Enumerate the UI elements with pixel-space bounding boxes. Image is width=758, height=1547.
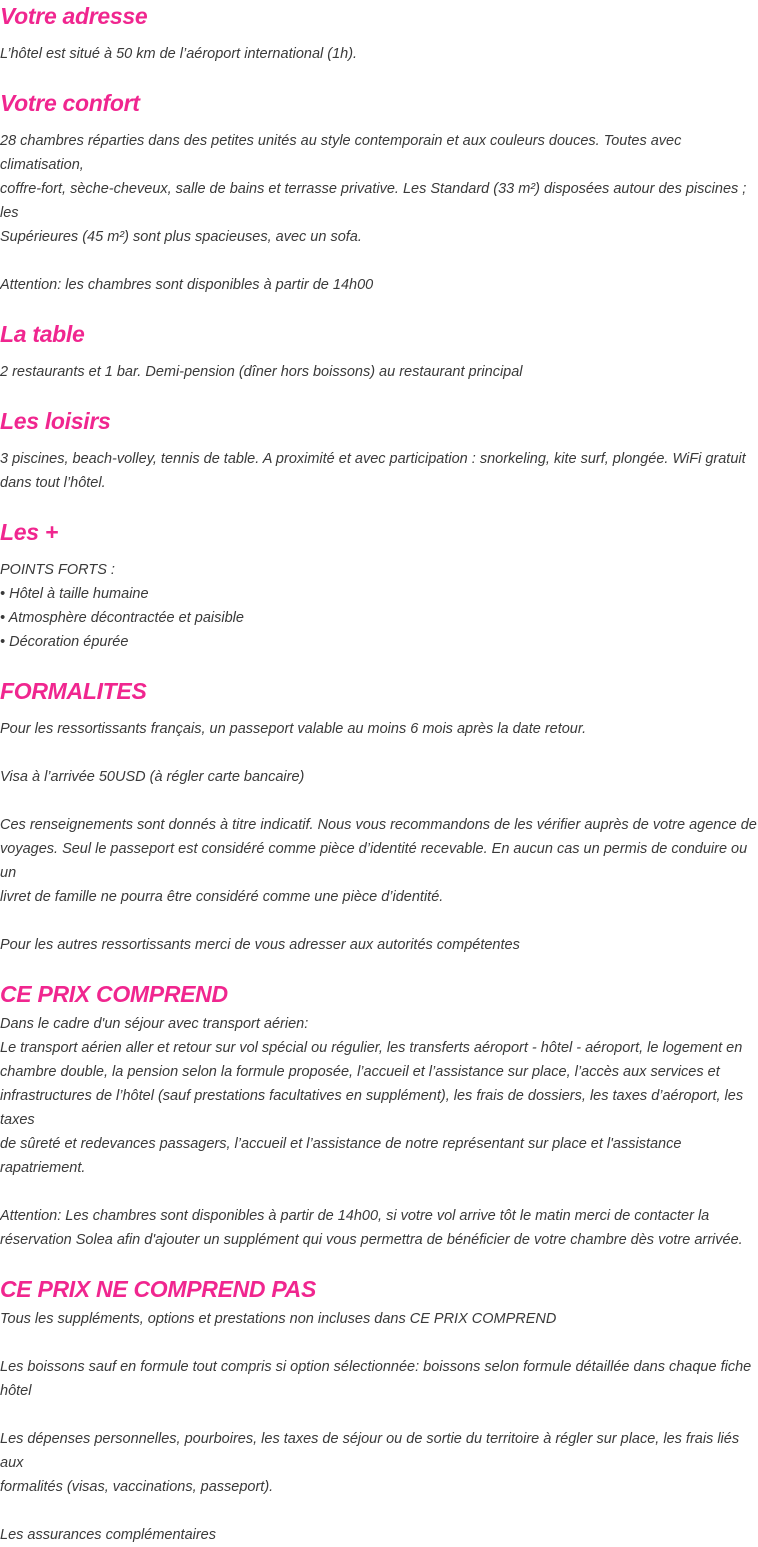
info-section — [0, 1273, 758, 1547]
text-line: 28 chambres réparties dans des petites unités au style contemporain et aux couleurs douces. Toutes avec climatisation, — [0, 133, 682, 173]
paragraph-spacer — [0, 249, 758, 273]
section-paragraph — [0, 42, 758, 66]
info-section — [0, 978, 758, 1252]
section-title: Les + — [0, 519, 58, 545]
text-line: Ces renseignements sont donnés à titre indicatif. Nous vous recommandons de les vérifier auprès de votre agence de — [0, 817, 757, 833]
section-paragraph — [0, 447, 758, 495]
paragraph-spacer — [0, 909, 758, 933]
text-line: réservation Solea afin d'ajouter un supplément qui vous permettra de bénéficier de votre chambre dès votre arrivée. — [0, 1232, 743, 1248]
text-line: POINTS FORTS : — [0, 562, 115, 578]
text-line: • Hôtel à taille humaine — [0, 586, 149, 602]
text-line: Pour les autres ressortissants merci de vous adresser aux autorités compétentes — [0, 937, 520, 953]
text-line: Les boissons sauf en formule tout compris si option sélectionnée: boissons selon formule détaillée dans chaque fiche — [0, 1359, 752, 1375]
paragraph-spacer — [0, 1403, 758, 1427]
text-line: Les assurances complémentaires — [0, 1527, 216, 1543]
text-line: coffre-fort, sèche-cheveux, salle de bains et terrasse privative. Les Standard (33 m²) disposées autour des piscines ; les — [0, 181, 747, 221]
text-line: • Décoration épurée — [0, 634, 129, 650]
section-title: Votre adresse — [0, 3, 148, 29]
paragraph-spacer — [0, 1180, 758, 1204]
section-paragraph — [0, 933, 758, 957]
section-paragraph — [0, 558, 758, 654]
section-spacer — [0, 654, 758, 675]
section-paragraph — [0, 765, 758, 789]
section-spacer — [0, 1252, 758, 1273]
text-line: hôtel — [0, 1383, 32, 1399]
section-paragraph — [0, 717, 758, 741]
title-spacer — [0, 548, 758, 558]
title-spacer — [0, 437, 758, 447]
section-paragraph — [0, 1307, 758, 1331]
section-title: CE PRIX NE COMPREND PAS — [0, 1276, 316, 1302]
info-section — [0, 318, 758, 384]
text-line: Supérieures (45 m²) sont plus spacieuses, avec un sofa. — [0, 229, 362, 245]
text-line: Attention: Les chambres sont disponibles à partir de 14h00, si votre vol arrive tôt le matin merci de contacter la — [0, 1208, 710, 1224]
paragraph-spacer — [0, 1331, 758, 1355]
info-section — [0, 87, 758, 297]
section-paragraph — [0, 1012, 758, 1180]
section-spacer — [0, 66, 758, 87]
section-paragraph — [0, 1204, 758, 1252]
text-line: formalités (visas, vaccinations, passeport). — [0, 1479, 274, 1495]
section-spacer — [0, 297, 758, 318]
section-paragraph — [0, 129, 758, 249]
section-title: Les loisirs — [0, 408, 111, 434]
section-paragraph — [0, 273, 758, 297]
info-section — [0, 405, 758, 495]
paragraph-spacer — [0, 789, 758, 813]
section-spacer — [0, 957, 758, 978]
section-title: CE PRIX COMPREND — [0, 981, 228, 1007]
section-paragraph — [0, 813, 758, 909]
text-line: dans tout l’hôtel. — [0, 475, 106, 491]
text-line: 3 piscines, beach-volley, tennis de table. A proximité et avec participation : snorkeling, kite surf, plongée. WiFi gratuit — [0, 451, 746, 467]
text-line: Tous les suppléments, options et prestations non incluses dans CE PRIX COMPREND — [0, 1311, 557, 1327]
text-line: Dans le cadre d'un séjour avec transport aérien: — [0, 1016, 309, 1032]
section-title: La table — [0, 321, 85, 347]
text-line: voyages. Seul le passeport est considéré comme pièce d’identité recevable. En aucun cas un permis de conduire ou un — [0, 841, 748, 881]
text-line: Attention: les chambres sont disponibles à partir de 14h00 — [0, 277, 374, 293]
text-line: L’hôtel est situé à 50 km de l’aéroport international (1h). — [0, 46, 358, 62]
text-line: Pour les ressortissants français, un passeport valable au moins 6 mois après la date retour. — [0, 721, 587, 737]
text-line: chambre double, la pension selon la formule proposée, l’accueil et l’assistance sur place, l’accès aux services et — [0, 1064, 720, 1080]
text-line: Les dépenses personnelles, pourboires, les taxes de séjour ou de sortie du territoire à régler sur place, les frais liés aux — [0, 1431, 740, 1471]
section-paragraph — [0, 1523, 758, 1547]
title-spacer — [0, 350, 758, 360]
info-section — [0, 675, 758, 957]
text-line: de sûreté et redevances passagers, l’accueil et l’assistance de notre représentant sur place et l'assistance rapatriement. — [0, 1136, 682, 1176]
text-line: • Atmosphère décontractée et paisible — [0, 610, 244, 626]
info-section — [0, 0, 758, 66]
text-line: Le transport aérien aller et retour sur vol spécial ou régulier, les transferts aéroport - hôtel - aéroport, le logement en — [0, 1040, 743, 1056]
title-spacer — [0, 32, 758, 42]
info-section — [0, 516, 758, 654]
section-paragraph — [0, 1427, 758, 1499]
section-paragraph — [0, 1355, 758, 1403]
section-title: FORMALITES — [0, 678, 147, 704]
text-line: livret de famille ne pourra être considéré comme une pièce d’identité. — [0, 889, 444, 905]
text-line: Visa à l’arrivée 50USD (à régler carte bancaire) — [0, 769, 305, 785]
section-spacer — [0, 495, 758, 516]
text-line: 2 restaurants et 1 bar. Demi-pension (dîner hors boissons) au restaurant principal — [0, 364, 523, 380]
title-spacer — [0, 707, 758, 717]
paragraph-spacer — [0, 1499, 758, 1523]
title-spacer — [0, 119, 758, 129]
section-title: Votre confort — [0, 90, 140, 116]
text-line: infrastructures de l’hôtel (sauf prestations facultatives en supplément), les frais de dossiers, les taxes d’aéroport, les taxes — [0, 1088, 744, 1128]
section-spacer — [0, 384, 758, 405]
section-paragraph — [0, 360, 758, 384]
paragraph-spacer — [0, 741, 758, 765]
